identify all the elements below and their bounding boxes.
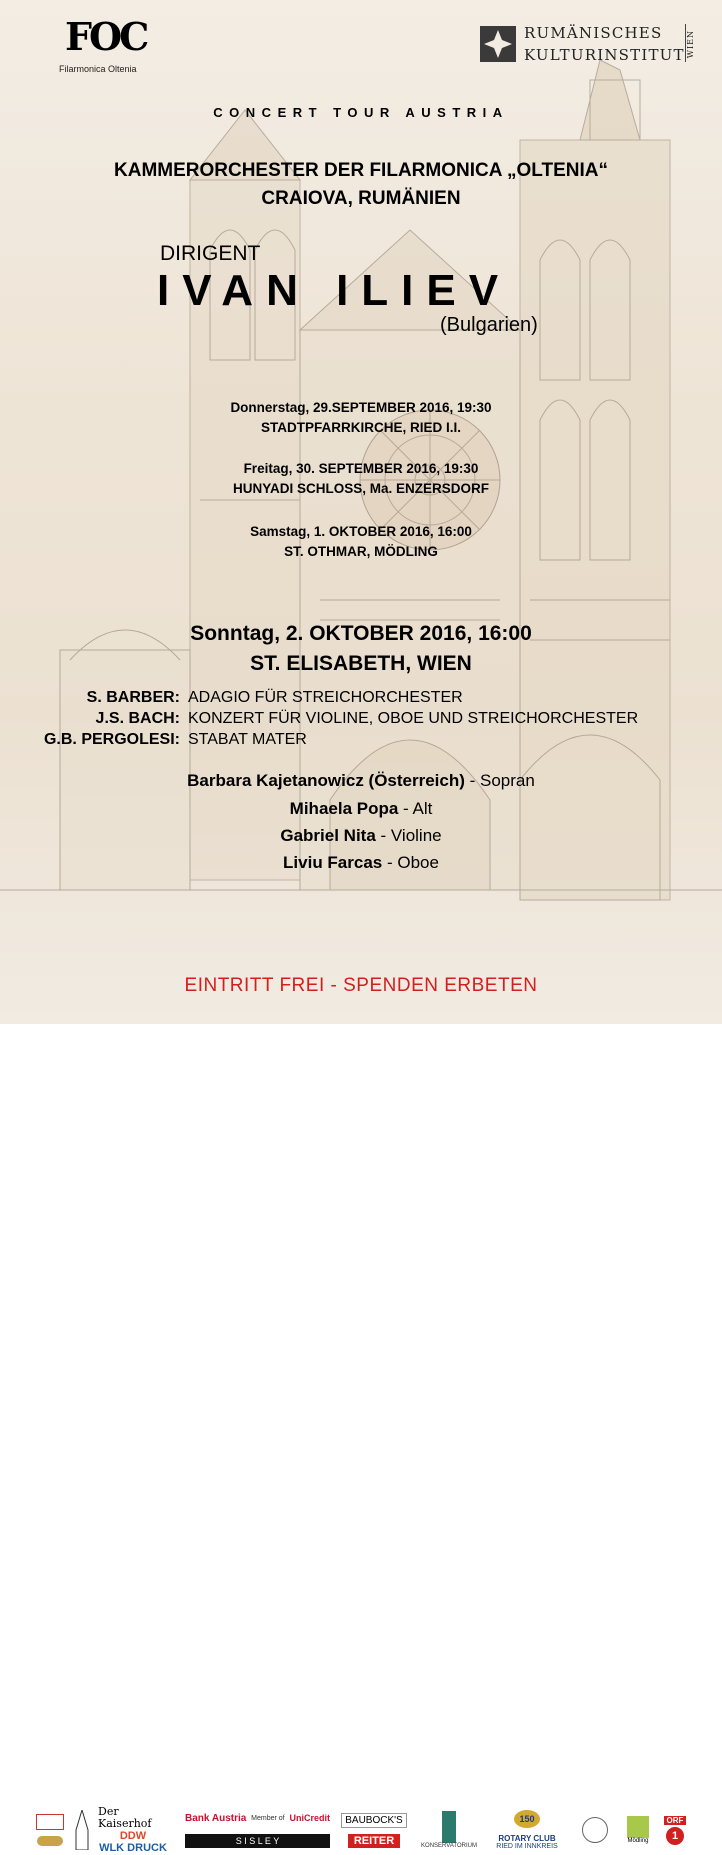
orf-radio-logo [660, 1805, 690, 1855]
program-composer: S. BARBER: [86, 689, 180, 706]
event-2-venue: HUNYADI SCHLOSS, Ma. ENZERSDORF [232, 481, 490, 496]
moedling-label: Mödling [627, 1838, 649, 1844]
program-work: KONZERT FÜR VIOLINE, OBOE UND STREICHORCHESTER [188, 710, 639, 727]
soloist-row [0, 799, 722, 819]
soloist-name: Liviu Farcas [283, 853, 383, 872]
church-sponsor-logo [70, 1805, 94, 1855]
soloist-row [0, 826, 722, 846]
soloist-name: Mihaela Popa [289, 799, 399, 818]
ddw-label: DDW [119, 1830, 147, 1842]
soloist-role: - Alt [398, 799, 433, 818]
wlk-label: WLK DRUCK [99, 1842, 167, 1855]
conductor-nationality: (Bulgarien) [440, 314, 538, 336]
baubocks-reiter-logo [340, 1805, 408, 1855]
soloist-role: - Oboe [382, 853, 439, 872]
program-list [0, 689, 722, 759]
filarmonica-logo-label: Filarmonica Oltenia [59, 64, 137, 74]
event-1-date: Donnerstag, 29.SEPTEMBER 2016, 19:30 [230, 400, 492, 415]
cafe-sponsor-logo [36, 1805, 64, 1855]
sisley-label: S I S L E Y [185, 1834, 330, 1848]
unicredit-prefix: Member of [251, 1814, 285, 1822]
footer-admission-note: EINTRITT FREI - SPENDEN ERBETEN [184, 975, 538, 996]
conductor-label: DIRIGENT [160, 242, 261, 265]
soloist-name: Gabriel Nita [280, 826, 376, 845]
event-2-date: Freitag, 30. SEPTEMBER 2016, 19:30 [243, 461, 479, 476]
soloist-name: Barbara Kajetanowicz (Österreich) [187, 771, 465, 790]
soloist-role: - Violine [375, 826, 442, 845]
bank-austria-sisley-logo [185, 1805, 330, 1855]
kaiserhof-ddw-logo [98, 1805, 168, 1855]
bank-austria-label: Bank Austria [185, 1812, 247, 1824]
main-event-date: Sonntag, 2. OKTOBER 2016, 16:00 [190, 622, 532, 645]
institute-name-line2: KULTURINSTITUT [524, 46, 685, 64]
event-1-venue: STADTPFARRKIRCHE, RIED I.I. [260, 420, 461, 435]
event-3-date: Samstag, 1. OKTOBER 2016, 16:00 [250, 524, 472, 539]
tour-title: CONCERT TOUR AUSTRIA [213, 105, 509, 120]
anniversary-badge: 150 [514, 1810, 540, 1828]
konservatorium-label: KONSERVATORIUM [421, 1843, 477, 1849]
orchestra-name: KAMMERORCHESTER DER FILARMONICA „OLTENIA“ [114, 160, 608, 181]
filarmonica-logo-mark: FOC [65, 14, 147, 59]
soloist-row [0, 853, 722, 873]
baubocks-label: BAUBOCK'S [341, 1813, 406, 1828]
unicredit-label: UniCredit [289, 1813, 330, 1823]
program-work: STABAT MATER [188, 731, 307, 748]
soloist-row [0, 771, 722, 791]
soloist-role: - Sopran [464, 771, 535, 790]
filarmonica-oltenia-logo [55, 14, 150, 78]
conductor-name: IVAN ILIEV [157, 266, 512, 315]
rotary-logo [487, 1805, 567, 1855]
institute-city: WIEN [686, 30, 695, 59]
event-3-venue: ST. OTHMAR, MÖDLING [284, 544, 438, 559]
institute-name-line1: RUMÄNISCHES [524, 24, 663, 42]
program-work: ADAGIO FÜR STREICHORCHESTER [188, 689, 463, 706]
orf-one-badge: 1 [666, 1827, 684, 1845]
romanian-cultural-institute-logo [480, 22, 708, 72]
kaiserhof-label: Der Kaiserhof [98, 1804, 152, 1830]
orf-label: ORF [664, 1816, 687, 1825]
rotary-city-label: RIED IM INNKREIS [496, 1843, 558, 1850]
institute-cross-icon [480, 26, 516, 62]
konservatorium-logo [420, 1805, 478, 1855]
program-composer: G.B. PERGOLESI: [43, 731, 180, 748]
program-composer: J.S. BACH: [95, 710, 180, 727]
main-event-venue: ST. ELISABETH, WIEN [250, 652, 472, 675]
orchestra-location: CRAIOVA, RUMÄNIEN [261, 188, 461, 209]
rotary-club-label: ROTARY CLUB [498, 1834, 556, 1843]
reiter-label: REITER [348, 1834, 400, 1848]
moedling-logo [622, 1805, 654, 1855]
seal-sponsor-logo [580, 1805, 610, 1855]
